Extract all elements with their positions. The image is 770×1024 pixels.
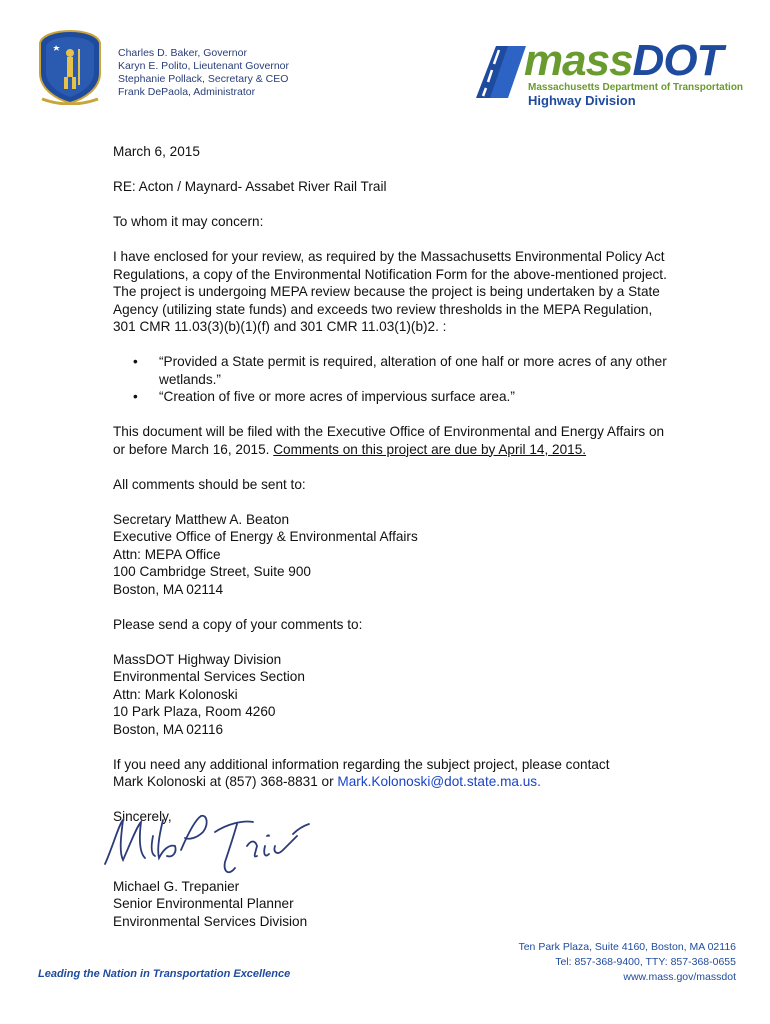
comment-deadline: Comments on this project are due by April 14, 2015. [273,441,587,457]
recipient-line: Secretary Matthew A. Beaton [113,511,290,527]
list-item: • “Creation of five or more acres of impervious surface area.” [133,389,515,404]
list-item: • “Provided a State permit is required, alteration of one half or more acres of any other wetlands.” [133,354,667,387]
official-lt-governor: Karyn E. Polito, Lieutenant Governor [118,60,290,72]
massdot-logo [468,38,744,108]
official-governor: Charles D. Baker, Governor [118,47,247,59]
recipient-address [113,511,673,599]
road-swoosh-icon [468,40,528,100]
official-administrator: Frank DePaola, Administrator [118,86,256,98]
recipient-line: 100 Cambridge Street, Suite 900 [113,564,311,579]
copy-recipient-line: Attn: Mark Kolonoski [113,686,238,702]
recipient-line: Executive Office of Energy & Environmental Affairs [113,529,418,544]
re-line: RE: Acton / Maynard- Assabet River Rail Trail [113,179,387,194]
footer-address: Ten Park Plaza, Suite 4160, Boston, MA 02116 [518,941,736,953]
footer-phone: Tel: 857-368-9400, TTY: 857-368-0655 [555,956,736,968]
copy-recipient-line: 10 Park Plaza, Room 4260 [113,704,276,719]
copy-recipient-line: Environmental Services Section [113,669,305,684]
closing: Sincerely, [113,809,172,824]
letter-body [113,143,673,930]
copy-recipient-address [113,651,673,739]
logo-wordmark: massDOT [524,36,723,85]
officials-list [118,47,289,99]
salutation: To whom it may concern: [113,214,264,229]
threshold-list [113,353,673,406]
send-to-label: All comments should be sent to: [113,476,306,492]
copy-label: Please send a copy of your comments to: [113,616,363,632]
intro-paragraph: I have enclosed for your review, as required by the Massachusetts Environmental Policy Act Regulations, a copy of the Environmental Notification Form for the above-mentioned project. The project is undergoing MEPA review because the project is being undertaken by a State Agency (utilizing state funds) and exceeds two review thresholds in the MEPA Regulation, 301 CMR 11.03(3)(b)(1)(f) and 301 CMR 11.03(1)(b)2. : [113,249,667,334]
copy-recipient-line: Boston, MA 02116 [113,721,224,737]
signer-name: Michael G. Trepanier [113,878,240,894]
footer-tagline: Leading the Nation in Transportation Excellence [38,968,291,980]
contact-paragraph: If you need any additional information regarding the subject project, please contact Mark Kolonoski at (857) 368-8831 or Mark.Kolonoski@dot.state.ma.us. [113,756,610,789]
logo-division: Highway Division [528,93,636,108]
recipient-line: Attn: MEPA Office [113,546,221,562]
official-secretary: Stephanie Pollack, Secretary & CEO [118,73,289,85]
massachusetts-seal-icon [34,27,106,105]
filing-paragraph: This document will be filed with the Executive Office of Environmental and Energy Affairs on or before March 16, 2015. Comments on this project are due by April 14, 2015. [113,424,665,457]
footer-website[interactable]: www.mass.gov/massdot [623,971,736,983]
letter-date: March 6, 2015 [113,144,200,159]
signer-title: Senior Environmental Planner [113,896,294,911]
signer-division: Environmental Services Division [113,913,308,929]
signature-area [113,826,673,878]
recipient-line: Boston, MA 02114 [113,581,224,597]
contact-email-link[interactable]: Mark.Kolonoski@dot.state.ma.us. [337,774,541,789]
copy-recipient-line: MassDOT Highway Division [113,651,282,667]
logo-department: Massachusetts Department of Transportation [528,82,744,93]
footer-contact [518,940,736,985]
handwritten-signature [97,806,327,886]
